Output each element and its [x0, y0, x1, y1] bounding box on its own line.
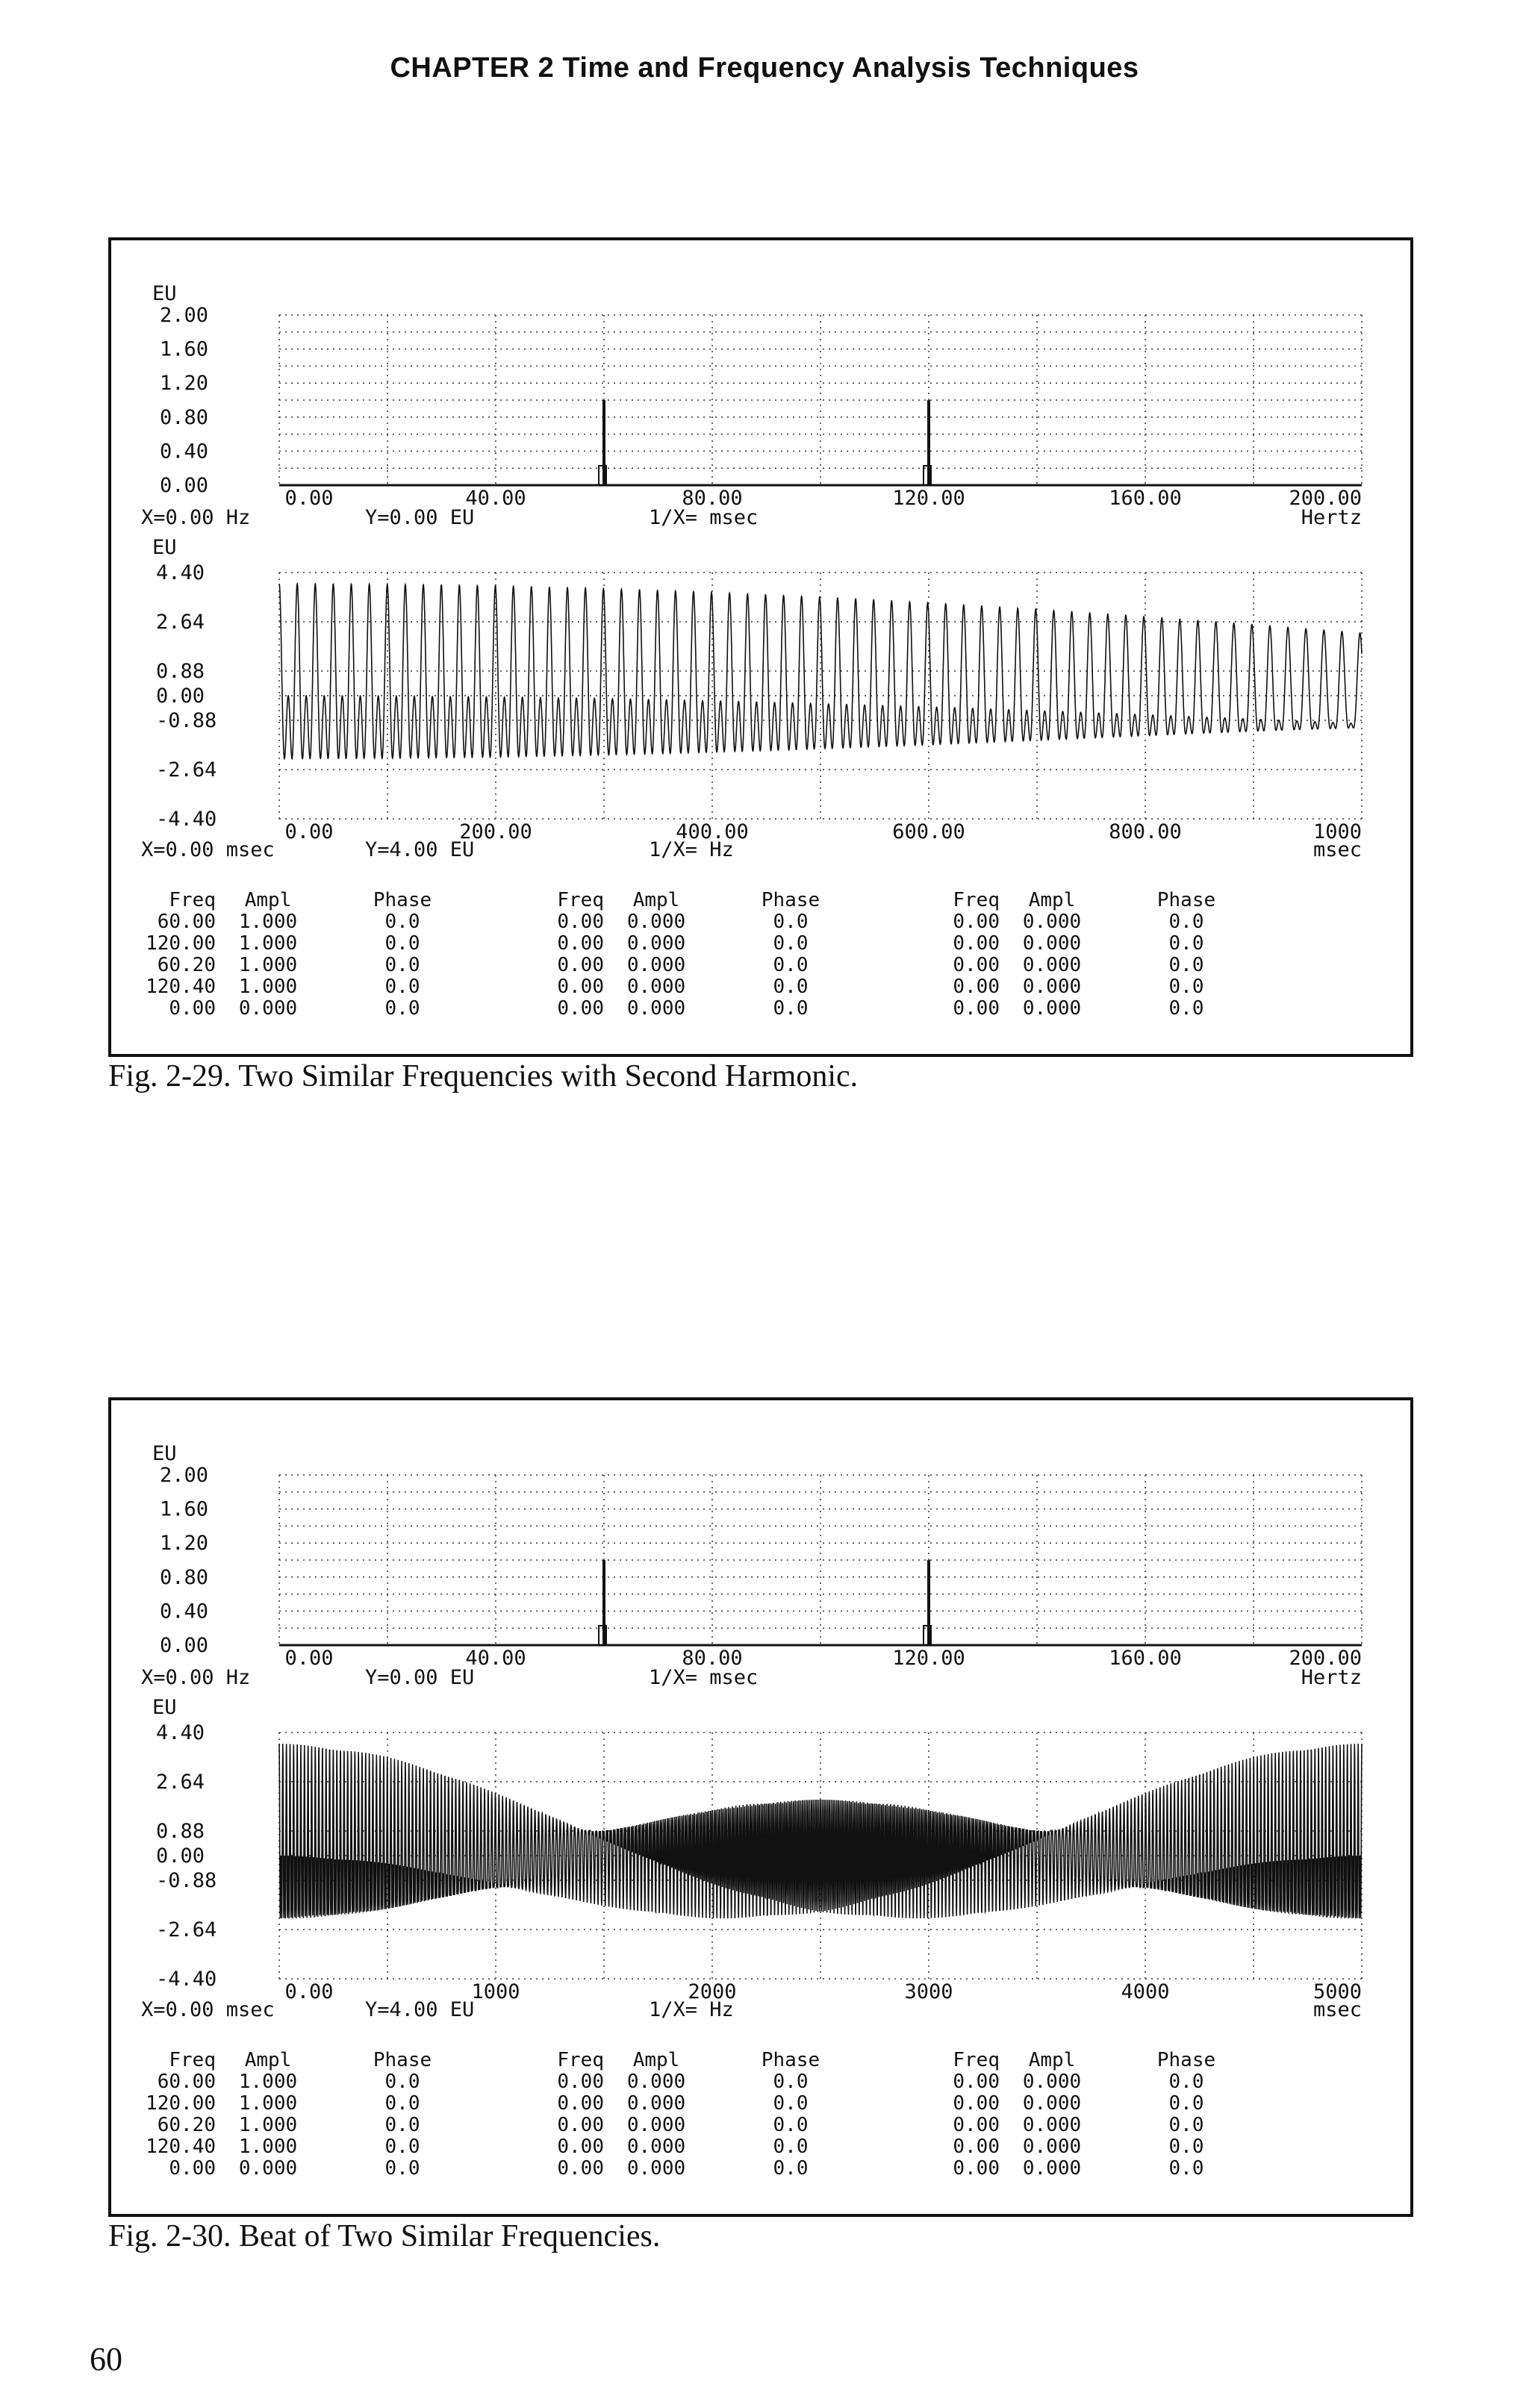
x-tick-label: 120.00 — [892, 487, 965, 510]
table-cell: 0.0 — [1168, 954, 1204, 976]
y-tick-label: -2.64 — [156, 758, 217, 782]
table-header: Ampl — [244, 889, 292, 911]
x-tick-label: 0.00 — [284, 487, 334, 510]
y-tick-label: 2.64 — [156, 611, 205, 634]
analyzer-display — [111, 1400, 1410, 2042]
table-header: Freq — [557, 889, 604, 911]
time-cursor-inv: 1/X= Hz — [649, 838, 734, 861]
y-tick-label: 0.40 — [160, 440, 209, 464]
table-column-phase — [358, 2050, 447, 2180]
table-cell: 0.000 — [1022, 2071, 1082, 2093]
table-cell: 0.00 — [557, 2114, 604, 2136]
page-number: 60 — [90, 2341, 122, 2377]
table-cell: 120.40 — [146, 2136, 216, 2158]
table-cell: 0.00 — [557, 2071, 604, 2093]
table-column-phase — [746, 890, 835, 1020]
figure-caption: Fig. 2-29. Two Similar Frequencies with Second Harmonic. — [108, 1059, 859, 1094]
x-tick-label: 40.00 — [465, 487, 526, 510]
table-header: Ampl — [1028, 2049, 1076, 2071]
table-cell: 0.0 — [384, 2071, 420, 2093]
table-cell: 120.00 — [146, 932, 216, 955]
table-cell: 0.000 — [626, 911, 686, 933]
table-cell: 0.000 — [626, 954, 686, 976]
table-header: Phase — [761, 889, 820, 911]
table-cell: 0.0 — [1168, 2071, 1204, 2093]
x-tick-label: 600.00 — [892, 820, 965, 843]
table-cell: 0.0 — [384, 976, 420, 998]
y-tick-label: 1.60 — [160, 1497, 209, 1521]
table-cell: 0.00 — [953, 911, 1000, 933]
table-cell: 0.000 — [1022, 2092, 1082, 2115]
table-cell: 0.00 — [953, 2157, 1000, 2180]
table-header: Phase — [373, 2049, 432, 2071]
table-cell: 0.0 — [1168, 932, 1204, 955]
x-tick-label: 0.00 — [284, 1647, 334, 1670]
table-cell: 0.00 — [953, 997, 1000, 1020]
table-cell: 0.0 — [1168, 911, 1204, 933]
table-column-ampl — [1011, 890, 1093, 1020]
table-cell: 1.000 — [238, 932, 298, 955]
table-header: Ampl — [632, 2049, 680, 2071]
table-cell: 0.000 — [1022, 976, 1082, 998]
spectrum-x-unit: Hertz — [1301, 1666, 1362, 1689]
table-cell: 0.000 — [626, 2092, 686, 2115]
table-column-ampl — [615, 2050, 697, 2180]
table-cell: 0.0 — [1168, 2136, 1204, 2158]
spectrum-bars — [599, 1560, 931, 1645]
x-tick-label: 80.00 — [682, 1647, 743, 1670]
table-header: Freq — [953, 2049, 1000, 2071]
table-cell: 0.0 — [384, 2136, 420, 2158]
table-cell: 0.00 — [557, 997, 604, 1020]
table-cell: 0.000 — [1022, 954, 1082, 976]
y-tick-label: 0.88 — [156, 660, 205, 683]
y-tick-label: 0.00 — [156, 1844, 205, 1868]
table-cell: 0.0 — [773, 932, 809, 955]
x-tick-label: 3000 — [904, 1980, 953, 2003]
figure-2-30 — [108, 1397, 1413, 2217]
analyzer-display — [111, 240, 1410, 882]
y-tick-label: 0.00 — [156, 684, 205, 708]
x-tick-label: 200.00 — [1289, 487, 1362, 510]
x-tick-label: 0.00 — [284, 820, 334, 843]
time-cursor-y: Y=4.00 EU — [365, 838, 475, 861]
time-yticks — [156, 1721, 217, 1991]
x-tick-label: 160.00 — [1109, 487, 1182, 510]
table-cell: 0.0 — [773, 976, 809, 998]
table-cell: 0.000 — [1022, 2114, 1082, 2136]
table-column-freq — [925, 2050, 1000, 2180]
table-cell: 0.00 — [557, 954, 604, 976]
x-tick-label: 120.00 — [892, 1647, 965, 1670]
y-tick-label: -0.88 — [156, 709, 217, 732]
table-header: Ampl — [632, 889, 680, 911]
y-tick-label: 2.00 — [160, 1464, 209, 1487]
table-cell: 120.00 — [146, 2092, 216, 2115]
x-tick-label: 400.00 — [676, 820, 749, 843]
spectrum-cursor-inv: 1/X= msec — [649, 506, 759, 529]
table-cell: 0.000 — [1022, 911, 1082, 933]
table-cell: 1.000 — [238, 2071, 298, 2093]
table-cell: 0.0 — [384, 997, 420, 1020]
time-cursor-x: X=0.00 msec — [141, 1998, 275, 2021]
table-header: Ampl — [1028, 889, 1076, 911]
table-column-phase — [1142, 890, 1231, 1020]
table-cell: 0.00 — [557, 2157, 604, 2180]
table-cell: 1.000 — [238, 911, 298, 933]
spectrum-yticks — [160, 1464, 208, 1657]
y-tick-label: 0.00 — [160, 1634, 209, 1657]
table-cell: 0.0 — [1168, 997, 1204, 1020]
table-cell: 0.00 — [557, 2092, 604, 2115]
table-cell: 60.20 — [157, 2114, 216, 2136]
table-cell: 0.000 — [626, 2114, 686, 2136]
table-cell: 0.00 — [557, 2136, 604, 2158]
table-cell: 0.0 — [1168, 2114, 1204, 2136]
y-tick-label: -4.40 — [156, 1968, 217, 1991]
table-cell: 0.00 — [953, 2136, 1000, 2158]
spectrum-unit-label: EU — [152, 282, 177, 305]
spectrum-cursor-x: X=0.00 Hz — [141, 1666, 251, 1689]
spectrum-cursor-y: Y=0.00 EU — [365, 1666, 475, 1689]
table-cell: 0.0 — [1168, 2157, 1204, 2180]
table-cell: 0.000 — [626, 2136, 686, 2158]
table-cell: 0.00 — [557, 976, 604, 998]
table-cell: 60.00 — [157, 2071, 216, 2093]
spectrum-grid — [279, 1475, 1362, 1645]
spectrum-x-unit: Hertz — [1301, 506, 1362, 529]
table-cell: 0.000 — [1022, 997, 1082, 1020]
time-x-unit: msec — [1312, 838, 1362, 861]
page-header: CHAPTER 2 Time and Frequency Analysis Techniques — [390, 52, 1139, 84]
table-header: Phase — [1156, 889, 1216, 911]
x-tick-label: 200.00 — [1289, 1647, 1362, 1670]
x-tick-label: 5000 — [1312, 1980, 1362, 2003]
table-cell: 0.0 — [773, 954, 809, 976]
table-column-freq — [529, 2050, 604, 2180]
x-tick-label: 2000 — [688, 1980, 737, 2003]
table-header: Freq — [169, 2049, 216, 2071]
x-tick-label: 200.00 — [459, 820, 532, 843]
y-tick-label: 2.00 — [160, 304, 209, 327]
y-tick-label: 1.20 — [160, 372, 209, 396]
spectrum-grid — [279, 315, 1362, 485]
time-x-unit: msec — [1312, 1998, 1362, 2021]
table-column-phase — [746, 2050, 835, 2180]
time-cursor-x: X=0.00 msec — [141, 838, 275, 861]
y-tick-label: 1.60 — [160, 337, 209, 361]
x-tick-label: 40.00 — [465, 1647, 526, 1670]
table-cell: 0.0 — [384, 2114, 420, 2136]
table-column-freq — [141, 2050, 216, 2180]
table-cell: 0.000 — [1022, 2157, 1082, 2180]
table-column-ampl — [227, 2050, 309, 2180]
y-tick-label: -2.64 — [156, 1918, 217, 1941]
table-header: Freq — [169, 889, 216, 911]
y-tick-label: 0.88 — [156, 1820, 205, 1843]
table-column-phase — [358, 890, 447, 1020]
table-cell: 0.0 — [773, 2114, 809, 2136]
table-cell: 1.000 — [238, 2092, 298, 2115]
y-tick-label: 4.40 — [156, 1721, 205, 1744]
waveform-line — [279, 1744, 1362, 1918]
spectrum-cursor-inv: 1/X= msec — [649, 1666, 759, 1689]
time-unit-label: EU — [152, 536, 177, 559]
table-cell: 1.000 — [238, 954, 298, 976]
table-cell: 0.000 — [626, 2071, 686, 2093]
x-tick-label: 800.00 — [1109, 820, 1182, 843]
table-cell: 60.00 — [157, 911, 216, 933]
figure-caption: Fig. 2-30. Beat of Two Similar Frequencies. — [108, 2219, 661, 2253]
table-cell: 0.000 — [238, 2157, 298, 2180]
x-tick-label: 4000 — [1121, 1980, 1170, 2003]
x-tick-label: 0.00 — [284, 1980, 334, 2003]
table-cell: 0.00 — [169, 2157, 216, 2180]
table-header: Freq — [557, 2049, 604, 2071]
table-header: Phase — [1156, 2049, 1216, 2071]
table-cell: 0.0 — [384, 2157, 420, 2180]
table-column-ampl — [227, 890, 309, 1020]
table-header: Freq — [953, 889, 1000, 911]
table-cell: 0.0 — [384, 2092, 420, 2115]
y-tick-label: 0.40 — [160, 1600, 209, 1623]
spectrum-unit-label: EU — [152, 1442, 177, 1465]
spectrum-yticks — [160, 304, 208, 497]
table-cell: 0.0 — [384, 932, 420, 955]
y-tick-label: 0.00 — [160, 474, 209, 497]
table-cell: 0.0 — [773, 2136, 809, 2158]
table-cell: 0.000 — [626, 997, 686, 1020]
table-header: Phase — [761, 2049, 820, 2071]
spectrum-cursor-x: X=0.00 Hz — [141, 506, 251, 529]
table-cell: 1.000 — [238, 2136, 298, 2158]
table-cell: 0.0 — [384, 954, 420, 976]
table-cell: 0.00 — [953, 2114, 1000, 2136]
table-cell: 0.000 — [238, 997, 298, 1020]
table-cell: 0.0 — [773, 911, 809, 933]
time-unit-label: EU — [152, 1696, 177, 1719]
table-column-phase — [1142, 2050, 1231, 2180]
table-cell: 1.000 — [238, 976, 298, 998]
table-cell: 0.0 — [773, 2071, 809, 2093]
y-tick-label: 2.64 — [156, 1771, 205, 1794]
table-cell: 0.000 — [626, 2157, 686, 2180]
table-column-ampl — [1011, 2050, 1093, 2180]
table-cell: 0.00 — [953, 932, 1000, 955]
table-cell: 0.0 — [384, 911, 420, 933]
table-cell: 0.0 — [773, 997, 809, 1020]
time-waveform — [279, 1744, 1362, 1918]
y-tick-label: -0.88 — [156, 1869, 217, 1892]
spectrum-bars — [599, 400, 931, 485]
y-tick-label: 0.80 — [160, 405, 209, 429]
table-cell: 0.0 — [773, 2092, 809, 2115]
table-cell: 0.0 — [773, 2157, 809, 2180]
x-tick-label: 160.00 — [1109, 1647, 1182, 1670]
table-cell: 0.00 — [557, 911, 604, 933]
table-cell: 0.00 — [557, 932, 604, 955]
spectrum-cursor-y: Y=0.00 EU — [365, 506, 475, 529]
table-column-freq — [925, 890, 1000, 1020]
time-cursor-inv: 1/X= Hz — [649, 1998, 734, 2021]
x-tick-label: 80.00 — [682, 487, 743, 510]
table-cell: 60.20 — [157, 954, 216, 976]
time-cursor-y: Y=4.00 EU — [365, 1998, 475, 2021]
table-cell: 120.40 — [146, 976, 216, 998]
table-cell: 0.000 — [626, 932, 686, 955]
table-cell: 0.000 — [1022, 2136, 1082, 2158]
table-cell: 0.00 — [953, 2071, 1000, 2093]
y-tick-label: -4.40 — [156, 808, 217, 831]
x-tick-label: 1000 — [1312, 820, 1362, 843]
table-cell: 0.00 — [953, 954, 1000, 976]
time-yticks — [156, 561, 217, 831]
table-cell: 0.000 — [1022, 932, 1082, 955]
table-cell: 0.0 — [1168, 2092, 1204, 2115]
table-cell: 0.000 — [626, 976, 686, 998]
table-column-freq — [141, 890, 216, 1020]
table-column-freq — [529, 890, 604, 1020]
table-header: Phase — [373, 889, 432, 911]
y-tick-label: 4.40 — [156, 561, 205, 584]
table-column-ampl — [615, 890, 697, 1020]
figure-2-29 — [108, 237, 1413, 1057]
table-cell: 0.00 — [953, 2092, 1000, 2115]
table-header: Ampl — [244, 2049, 292, 2071]
x-tick-label: 1000 — [471, 1980, 520, 2003]
table-cell: 0.0 — [1168, 976, 1204, 998]
table-cell: 0.00 — [953, 976, 1000, 998]
y-tick-label: 1.20 — [160, 1532, 209, 1556]
table-cell: 1.000 — [238, 2114, 298, 2136]
y-tick-label: 0.80 — [160, 1565, 209, 1589]
table-cell: 0.00 — [169, 997, 216, 1020]
